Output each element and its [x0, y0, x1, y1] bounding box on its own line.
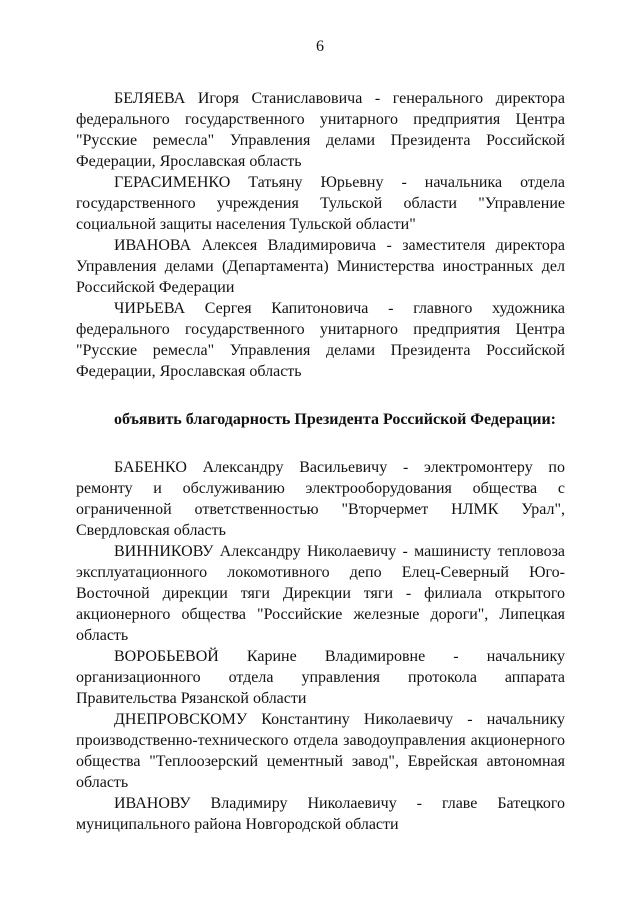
- section-heading: объявить благодарность Президента Российской Федерации:: [114, 411, 556, 428]
- document-body: [76, 88, 565, 835]
- entry-ivanov-vladimir: ИВАНОВУ Владимиру Николаевичу - главе Батецкого муниципального района Новгородской области: [76, 795, 565, 833]
- entry-vorobieva: ВОРОБЬЕВОЙ Карине Владимировне - начальнику организационного отдела управления протокола аппарата Правительства Рязанской области: [76, 648, 565, 707]
- entry-ivanov-aleksei: ИВАНОВА Алексея Владимировича - заместителя директора Управления делами (Департамента) Министерства иностранных дел Российской Федерации: [76, 237, 565, 296]
- entry-beliaev: БЕЛЯЕВА Игоря Станиславовича - генерального директора федерального государственного унитарного предприятия Центра "Русские ремесла" Управления делами Президента Российской Федерации, Ярославская область: [76, 90, 565, 170]
- entry-dneprovskii: ДНЕПРОВСКОМУ Константину Николаевичу - начальнику производственно-технического отдела заводоуправления акционерного общества "Теплоозерский цементный завод", Еврейская автономная область: [76, 711, 565, 791]
- entry-chiriev: ЧИРЬЕВА Сергея Капитоновича - главного художника федерального государственного унитарного предприятия Центра "Русские ремесла" Управления делами Президента Российской Федерации, Ярославская область: [76, 300, 565, 380]
- page-number: 6: [316, 38, 324, 55]
- entry-babenko: БАБЕНКО Александру Васильевичу - электромонтеру по ремонту и обслуживанию электрооборудования общества с ограниченной ответственностью "Вторчермет НЛМК Урал", Свердловская область: [76, 459, 565, 539]
- entry-vinnikov: ВИННИКОВУ Александру Николаевичу - машинисту тепловоза эксплуатационного локомотивного депо Елец-Северный Юго-Восточной дирекции тяги Дирекции тяги - филиала открытого акционерного общества "Российские железные дороги", Липецкая область: [76, 543, 565, 644]
- entry-gerasimenko: ГЕРАСИМЕНКО Татьяну Юрьевну - начальника отдела государственного учреждения Тульской области "Управление социальной защиты населения Тульской области": [76, 174, 565, 233]
